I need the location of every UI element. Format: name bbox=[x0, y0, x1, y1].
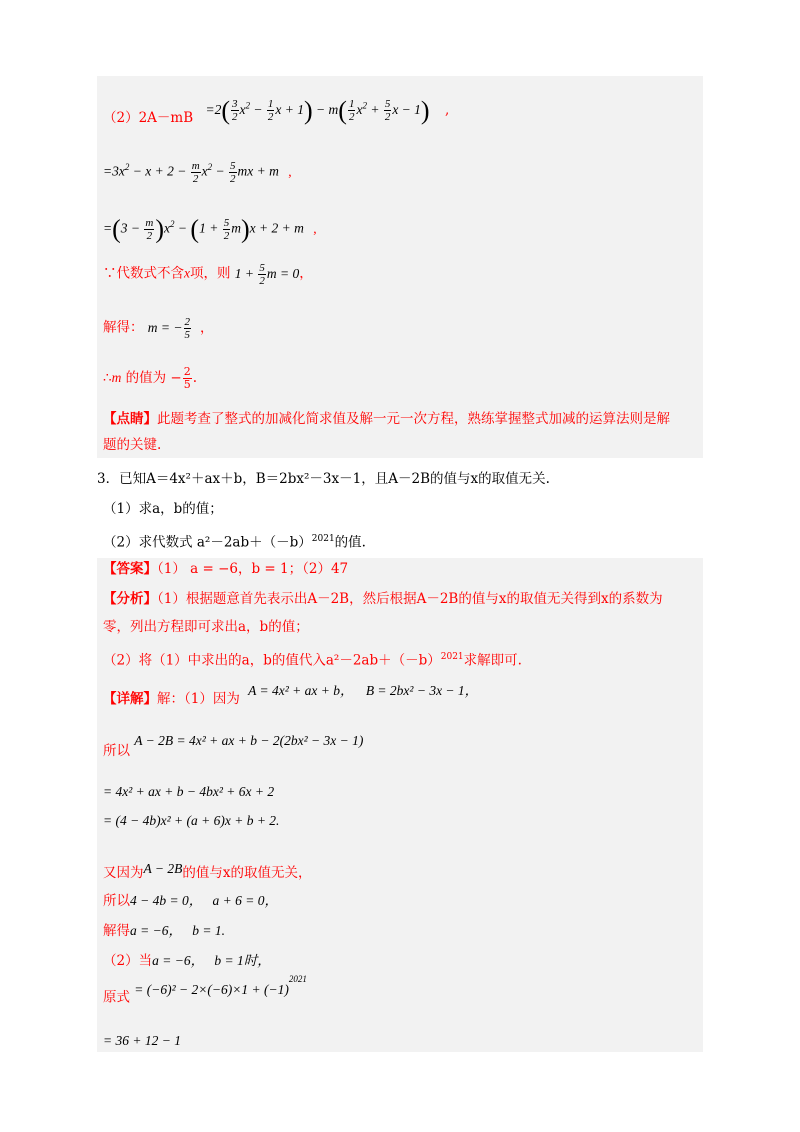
part2-expr: =2( $\frac{3}{2}$ $x^2$ − $\frac{1}{2}$ x + 1) − m( $\frac{1}{2}$ $x^2$ + $\frac{5}{2}$ x − 1) bbox=[205, 95, 430, 125]
analysis-line1: 【分析】（1）根据题意首先表示出A－2B，然后根据A－2B的值与x的取值无关得到x的系数为 bbox=[103, 591, 663, 607]
detail-line9: 原式 = $(-6)^2 - 2\times(-6)\times 1 + (-1)^{2021}$ bbox=[103, 974, 307, 1006]
dianjing-line1: 【点睛】此题考查了整式的加减化简求值及解一元一次方程，熟练掌握整式加减的运算法则是解 bbox=[103, 411, 670, 427]
part2-line4: ∵代数式不含x项，则 1 + $\frac{5}{2}$ m = 0， bbox=[103, 262, 313, 287]
dianjing-line2: 题的关键. bbox=[103, 437, 162, 453]
analysis-line3: （2）将（1）中求出的a，b的值代入$a^2-2ab+(-b)^{2021}$求解即可. bbox=[103, 652, 522, 669]
part2-label: （2）2A－mB bbox=[103, 109, 194, 126]
q3-sub1: （1）求a，b的值； bbox=[103, 501, 223, 517]
detail-line5: 又因为A − 2B的值与x的取值无关， bbox=[103, 861, 312, 881]
detail-line6: 所以4 − 4b = 0， a + 6 = 0， bbox=[103, 893, 279, 909]
detail-line1: 【详解】解：（1）因为 A = 4x² + ax + b， B = 2bx² − 3x − 1， bbox=[103, 683, 479, 707]
analysis-tag: 【分析】 bbox=[103, 591, 157, 607]
detail-line3: = 4x² + ax + b − 4bx² + 6x + 2 bbox=[103, 784, 275, 799]
detail-line8: （2）当a = −6， b = 1时， bbox=[103, 953, 271, 969]
part2-line: （2）2A－mB =2( $\frac{3}{2}$ $x^2$ − $\frac{1}{2}$ x + 1) − m( $\frac{1}{2}$ $x^2$ + $\frac{5}{2}$ x − 1) , bbox=[103, 95, 450, 126]
q3-sub2: （2）求代数式 $a^2-2ab+(-b)^{2021}$的值. bbox=[103, 534, 366, 551]
answer-line: 【答案】（1） a = −6，b = 1；（2）47 bbox=[103, 561, 349, 577]
dianjing-tag: 【点睛】 bbox=[103, 411, 157, 427]
part2-line5: 解得： m = − $\frac{2}{5}$ ， bbox=[103, 316, 214, 341]
detail-line4: = (4 − 4b)x² + (a + 6)x + b + 2. bbox=[103, 813, 280, 828]
analysis-line2: 零，列出方程即可求出a，b的值； bbox=[103, 619, 309, 635]
part2-line3: =(3 − $\frac{m}{2}$ )$x^2 - (1$ + $\frac{5}{2}$ m)x + 2 + m , bbox=[103, 214, 317, 244]
part2-line6: ∴m 的值为 − $\frac{2}{5}$ . bbox=[103, 365, 198, 391]
detail-line2: 所以 A − 2B = 4x² + ax + b − 2(2bx² − 3x − 1) bbox=[103, 733, 364, 759]
detail-tag: 【详解】 bbox=[103, 691, 157, 707]
detail-line10: = 36 + 12 − 1 bbox=[103, 1033, 181, 1048]
q3-stem: 3．已知A＝4x²＋ax＋b，B＝2bx²－3x－1，且A－2B的值与x的取值无关. bbox=[97, 471, 550, 487]
answer-tag: 【答案】 bbox=[103, 561, 157, 577]
part2-line2: $=3x^2 - x + 2$ − $\frac{m}{2}$ $x^2$ − $\frac{5}{2}$ mx + m , bbox=[103, 159, 292, 185]
detail-line7: 解得a = −6， b = 1. bbox=[103, 923, 226, 939]
